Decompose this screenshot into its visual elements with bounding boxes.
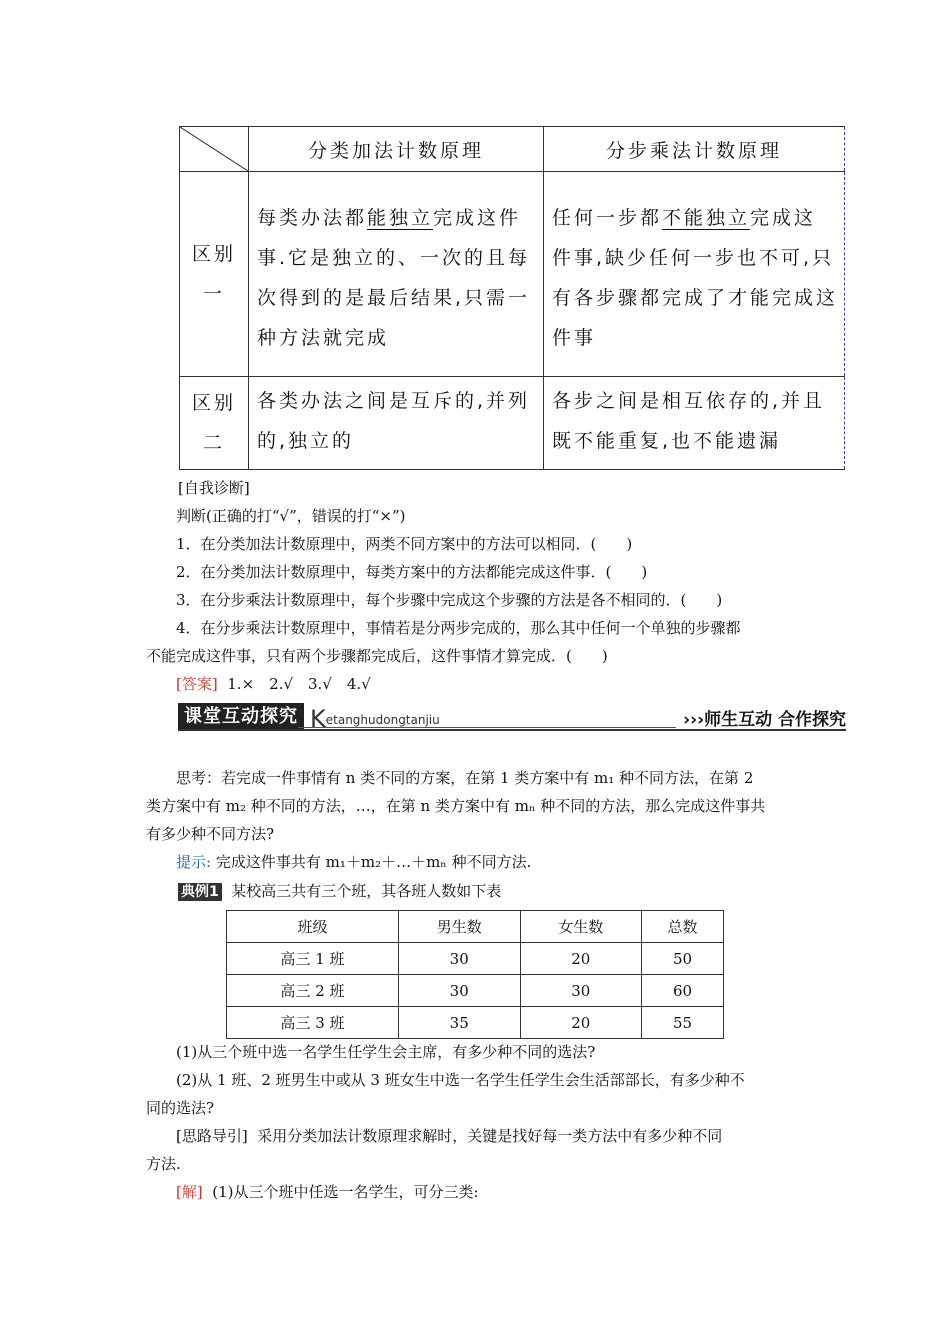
think-line-2: 类方案中有 m₂ 种不同的方法，…，在第 n 类方案中有 mₙ 种不同的方法，那么完成这件事共 xyxy=(146,797,766,815)
question-2: (2)从 1 班、2 班男生中或从 3 班女生中选一名学生任学生会生活部部长，有多少种不 xyxy=(176,1071,745,1089)
diagonal-corner-cell xyxy=(180,127,249,172)
judge-item-3: 3．在分步乘法计数原理中，每个步骤中完成这个步骤的方法是各不相同的．( ) xyxy=(176,591,723,609)
solution-label: [解] xyxy=(176,1183,203,1201)
header-addition-principle: 分类加法计数原理 xyxy=(249,127,544,172)
hint-label: 提示: xyxy=(176,853,212,871)
example-tag: 典例1 xyxy=(178,883,222,901)
guide-label: [思路导引] xyxy=(176,1127,248,1145)
banner-label: 课堂互动探究 xyxy=(178,703,304,731)
hint-line xyxy=(176,848,531,876)
row-label-diff-1: 区别 一 xyxy=(180,172,249,377)
comparison-table xyxy=(179,126,845,470)
judge-item-4-cont: 不能完成这件事，只有两个步骤都完成后，这件事情才算完成．( ) xyxy=(146,647,608,665)
class-table xyxy=(226,910,724,1039)
guide-text: 采用分类加法计数原理求解时，关键是找好每一类方法中有多少种不同 xyxy=(257,1127,723,1145)
guide-line xyxy=(176,1122,722,1150)
solution-text: (1)从三个班中任选一名学生，可分三类: xyxy=(212,1183,479,1201)
header-multiplication-principle: 分步乘法计数原理 xyxy=(544,127,845,172)
answer-line xyxy=(176,670,371,698)
judge-item-4: 4．在分步乘法计数原理中，事情若是分两步完成的，那么其中任何一个单独的步骤都 xyxy=(176,619,741,637)
hint-text: 完成这件事共有 m₁＋m₂＋…＋mₙ 种不同方法. xyxy=(215,853,532,871)
example-intro-line xyxy=(178,877,501,905)
banner-rule xyxy=(298,727,676,728)
guide-cont: 方法. xyxy=(146,1155,181,1173)
example-intro: 某校高三共有三个班，其各班人数如下表 xyxy=(231,882,502,900)
banner-pinyin: Ketanghudongtanjiu xyxy=(310,705,440,733)
self-diagnosis-title: [自我诊断] xyxy=(178,479,250,497)
judge-item-1: 1．在分类加法计数原理中，两类不同方案中的方法可以相同．( ) xyxy=(176,535,633,553)
think-line-1: 思考：若完成一件事情有 n 类不同的方案，在第 1 类方案中有 m₁ 种不同方法，在第 2 xyxy=(176,769,754,787)
cell-addition-diff-1: 每类办法都能独立完成这件事.它是独立的、一次的且每次得到的是最后结果,只需一种方法就完成 xyxy=(249,172,544,377)
cell-multiplication-diff-2: 各步之间是相互依存的,并且既不能重复,也不能遗漏 xyxy=(544,377,845,470)
table-row: 高三 1 班 30 20 50 xyxy=(227,943,724,975)
solution-line xyxy=(176,1178,479,1206)
banner-bottom-rule xyxy=(178,729,846,731)
banner-right-text: ›››师生互动 合作探究 xyxy=(683,710,846,730)
table-header-row: 班级 男生数 女生数 总数 xyxy=(227,911,724,943)
think-line-3: 有多少种不同方法? xyxy=(146,825,275,843)
table-row: 高三 3 班 35 20 55 xyxy=(227,1007,724,1039)
row-label-diff-2: 区别 二 xyxy=(180,377,249,470)
section-banner xyxy=(178,703,846,731)
cell-multiplication-diff-1: 任何一步都不能独立完成这件事,缺少任何一步也不可,只有各步骤都完成了才能完成这件事 xyxy=(544,172,845,377)
answer-text: 1.× 2.√ 3.√ 4.√ xyxy=(227,675,371,693)
instruction-text: 判断(正确的打“√”，错误的打“×”) xyxy=(176,507,406,525)
cell-addition-diff-2: 各类办法之间是互斥的,并列的,独立的 xyxy=(249,377,544,470)
question-2-cont: 同的选法? xyxy=(146,1099,215,1117)
answer-label: [答案] xyxy=(176,675,218,693)
table-row: 高三 2 班 30 30 60 xyxy=(227,975,724,1007)
judge-item-2: 2．在分类加法计数原理中，每类方案中的方法都能完成这件事．( ) xyxy=(176,563,648,581)
diagonal-line xyxy=(180,127,248,171)
question-1: (1)从三个班中选一名学生任学生会主席，有多少种不同的选法? xyxy=(176,1043,596,1061)
